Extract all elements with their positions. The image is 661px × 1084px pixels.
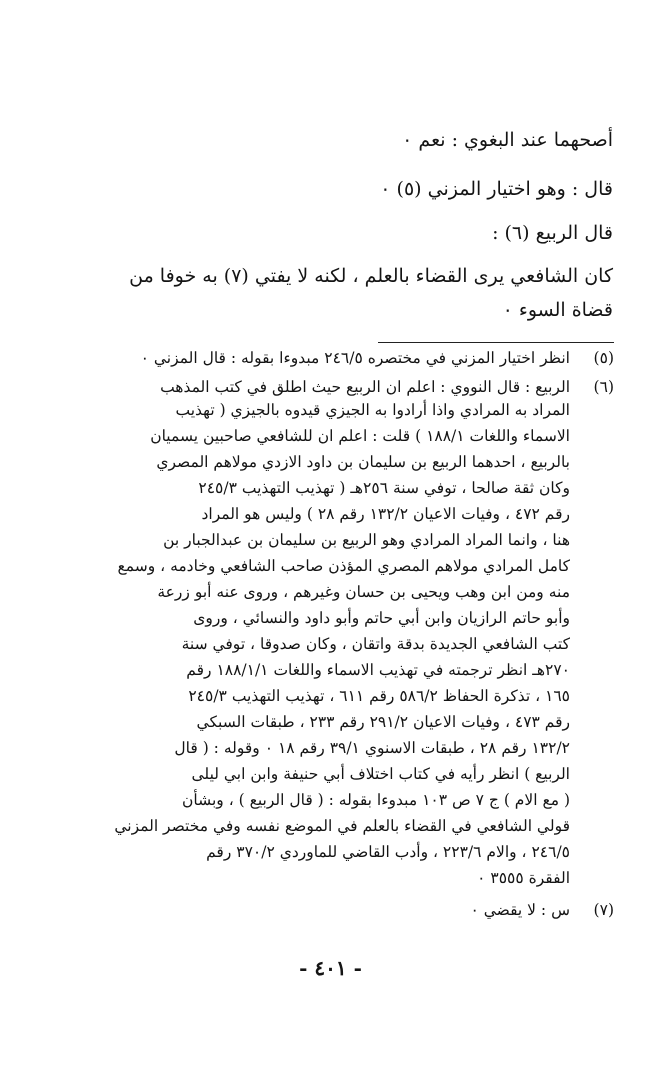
body-line-3: قال الربيع (٦) : <box>492 222 613 244</box>
footnote-6-line: ( مع الام ) ج ٧ ص ١٠٣ مبدوءا بقوله : ( قال الربيع ) ، وبشأن <box>182 791 570 809</box>
footnote-6-line: قولي الشافعي في القضاء بالعلم في الموضع نفسه وفي مختصر المزني <box>114 817 570 835</box>
footnote-6-line: منه ومن ابن وهب ويحيى بن حسان وغيرهم ، وروى عنه أبو زرعة <box>157 583 570 601</box>
footnote-6-line: بالربيع ، احدهما الربيع بن سليمان بن داود الازدي مولاهم المصري <box>156 453 570 471</box>
footnote-6-line: ١٦٥ ، تذكرة الحفاظ ٥٨٦/٢ رقم ٦١١ ، تهذيب التهذيب ٢٤٥/٣ <box>188 687 570 705</box>
footnote-5-marker: (٥) <box>593 349 614 367</box>
footnote-5-text: انظر اختيار المزني في مختصره ٢٤٦/٥ مبدوءا بقوله : قال المزني ٠ <box>140 349 570 367</box>
footnote-6-line: الفقرة ٣٥٥٥ ٠ <box>477 869 570 887</box>
page-number: - ٤٠١ - <box>299 956 362 980</box>
footnote-6-line: كتب الشافعي الجديدة بدقة واتقان ، وكان صدوقا ، توفي سنة <box>181 635 570 653</box>
footnote-6-line: ٢٧٠هـ انظر ترجمته في تهذيب الاسماء واللغات ١٨٨/١/١ رقم <box>186 661 570 679</box>
body-line-5: قضاة السوء ٠ <box>502 299 613 321</box>
footnote-6-line: رقم ٤٧٣ ، وفيات الاعيان ٢٩١/٢ رقم ٢٣٣ ، طبقات السبكي <box>196 713 570 731</box>
body-line-1: أصحهما عند البغوي : نعم ٠ <box>402 129 613 151</box>
footnote-6-line: وأبو حاتم الرازيان وابن أبي حاتم وأبو داود والنسائي ، وروى <box>193 609 570 627</box>
footnote-6-line: وكان ثقة صالحا ، توفي سنة ٢٥٦هـ ( تهذيب التهذيب ٢٤٥/٣ <box>198 479 570 497</box>
body-line-2: قال : وهو اختيار المزني (٥) ٠ <box>380 178 613 200</box>
footnote-6-line: المراد به المرادي واذا أرادوا به الجيزي قيدوه بالجيزي ( تهذيب <box>175 401 570 419</box>
footnote-6-line: هنا ، وانما المراد المرادي وهو الربيع بن سليمان بن عبدالجبار بن <box>163 531 570 549</box>
footnote-6-marker: (٦) <box>593 378 614 396</box>
footnote-6-line: كامل المرادي مولاهم المصري المؤذن صاحب الشافعي وخادمه ، وسمع <box>117 557 570 575</box>
body-line-4: كان الشافعي يرى القضاء بالعلم ، لكنه لا يفتي (٧) به خوفا من <box>129 265 613 287</box>
footnote-6-line: ١٣٢/٢ رقم ٢٨ ، طبقات الاسنوي ٣٩/١ رقم ١٨ ٠ وقوله : ( قال <box>174 739 570 757</box>
footnote-6-line: رقم ٤٧٢ ، وفيات الاعيان ١٣٢/٢ رقم ٢٨ ) وليس هو المراد <box>201 505 570 523</box>
footnote-separator <box>378 342 614 343</box>
footnote-6-line: الربيع ) انظر رأيه في كتاب اختلاف أبي حنيفة وابن ابي ليلى <box>191 765 570 783</box>
footnote-6-line: الربيع : قال النووي : اعلم ان الربيع حيث اطلق في كتب المذهب <box>160 378 570 396</box>
footnote-6-line: الاسماء واللغات ١٨٨/١ ) قلت : اعلم ان للشافعي صاحبين يسميان <box>150 427 570 445</box>
footnote-7-text: س : لا يقضي ٠ <box>470 901 570 919</box>
footnote-7-marker: (٧) <box>593 901 614 919</box>
footnote-6-line: ٢٤٦/٥ ، والام ٢٢٣/٦ ، وأدب القاضي للماوردي ٣٧٠/٢ رقم <box>206 843 570 861</box>
